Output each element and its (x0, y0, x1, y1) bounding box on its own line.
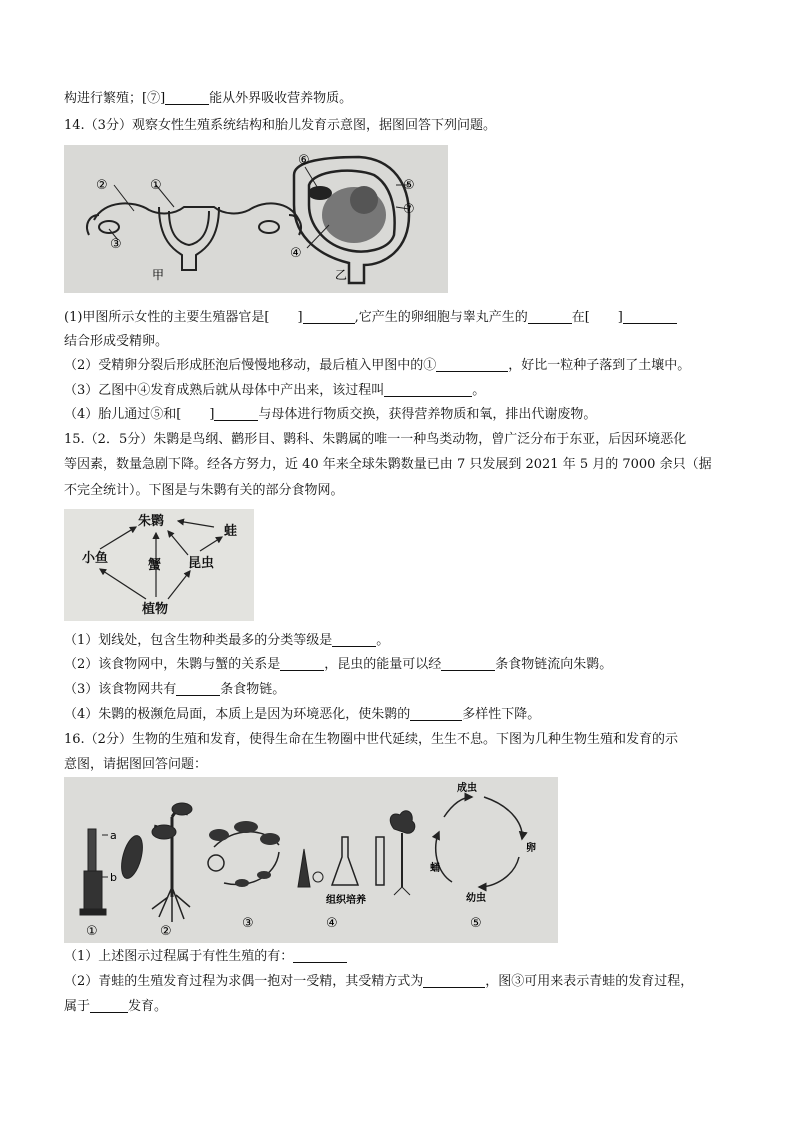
top-line-text-b: 能从外界吸收营养物质。 (209, 91, 353, 106)
q14-p2 (64, 357, 690, 375)
fig16-num-3: ③ (242, 916, 254, 931)
q15-p3-b: 条食物链。 (220, 682, 286, 697)
q15-p3-a: （3）该食物网共有 (64, 682, 177, 697)
q14-p3-b: 。 (472, 383, 486, 398)
q16-p2-cont (64, 998, 167, 1016)
fig16-num-2: ② (160, 924, 172, 939)
fig16-b: b (110, 871, 117, 884)
answer-blank[interactable] (293, 948, 347, 963)
q16-p1-a: （1）上述图示过程属于有性生殖的有： (64, 949, 294, 964)
answer-blank[interactable] (623, 309, 677, 324)
foodweb-xie: 蟹 (148, 558, 162, 573)
foodweb-figure (64, 509, 254, 621)
fig16-num-1: ① (86, 924, 98, 939)
q16-p1 (64, 948, 347, 966)
fig14-num-6: ⑥ (298, 153, 310, 168)
fig14-num-2: ② (96, 178, 108, 193)
foodweb-kunchong: 昆虫 (188, 556, 215, 571)
q15-line3: 不完全统计）。下图是与朱鹮有关的部分食物网。 (64, 483, 344, 498)
q14-p1-a: (1)甲图所示女性的主要生殖器官是[ (64, 310, 270, 325)
q14-p4-c: 与母体进行物质交换，获得营养物质和氧，排出代谢废物。 (258, 407, 597, 422)
answer-blank[interactable] (280, 656, 324, 671)
answer-blank[interactable] (165, 90, 209, 105)
arrow-fish-zhuhuan (100, 527, 136, 549)
arrow-plant-insect (168, 571, 190, 599)
fig16-num-5: ⑤ (470, 916, 482, 931)
foodweb-wa: 蛙 (224, 524, 238, 539)
q16-figure (64, 777, 558, 943)
arrow-frog-zhuhuan (178, 521, 214, 527)
answer-blank[interactable] (384, 382, 472, 397)
q16-p2-a: （2）青蛙的生殖发育过程为求偶一抱对一受精，其受精方式为 (64, 974, 424, 989)
fig14-label-jia: 甲 (152, 268, 165, 282)
q14-figure (64, 145, 448, 293)
q15-p2 (64, 656, 612, 674)
answer-blank[interactable] (176, 681, 220, 696)
q15-p1-b: 。 (376, 633, 390, 648)
q15-p4-b: 多样性下降。 (462, 707, 541, 722)
answer-blank[interactable] (303, 309, 355, 324)
fig14-label-yi: 乙 (335, 268, 348, 282)
fig14-num-4: ④ (290, 246, 302, 261)
q16-line2: 意图，请据图回答问题： (64, 757, 208, 772)
top-line (64, 90, 352, 108)
top-line-text-a: 构进行繁殖；[⑦] (64, 91, 166, 106)
q15-p4 (64, 706, 540, 724)
q14-p3 (64, 382, 485, 400)
foodweb-zhuhuan: 朱鹮 (138, 514, 165, 529)
answer-blank[interactable] (214, 406, 258, 421)
arrow-plant-fish (100, 569, 146, 599)
answer-blank[interactable] (332, 632, 376, 647)
q14-p2-a: （2）受精卵分裂后形成胚泡后慢慢地移动，最后植入甲图中的① (64, 358, 437, 373)
q16-line1: 16.（2分）生物的生殖和发育，使得生命在生物圈中世代延续，生生不息。下图为几种生物生殖和发育的示 (64, 732, 678, 747)
q14-p3-a: （3）乙图中④发育成熟后就从母体中产出来，该过程叫 (64, 383, 385, 398)
q16-p2-b: ，图③可用来表示青蛙的发育过程， (485, 974, 694, 989)
reproduction-diagram (64, 777, 558, 943)
fig14-num-5: ⑤ (403, 178, 415, 193)
foodweb-xiaoyu: 小鱼 (82, 551, 109, 566)
q14-p4-a: （4）胎儿通过⑤和[ (64, 407, 182, 422)
q16-p2-d: 发育。 (128, 999, 168, 1014)
reproductive-diagram (64, 145, 448, 293)
answer-blank[interactable] (410, 706, 462, 721)
q15-p4-a: （4）朱鹮的极濒危局面，本质上是因为环境恶化，使朱鹮的 (64, 707, 411, 722)
answer-blank[interactable] (436, 357, 508, 372)
answer-blank[interactable] (90, 998, 128, 1013)
fig16-chengchong: 成虫 (457, 783, 477, 794)
fig16-you: 幼虫 (466, 893, 486, 904)
q16-p2-c: 属于 (64, 999, 91, 1014)
answer-blank[interactable] (423, 973, 485, 988)
q14-p1-cont: 结合形成受精卵。 (64, 334, 169, 349)
fig16-num-4: ④ (326, 916, 338, 931)
q14-p1-d: 在[ (571, 310, 590, 325)
q15-p3 (64, 681, 285, 699)
q15-p1-a: （1）划线处，包含生物种类最多的分类等级是 (64, 633, 333, 648)
fig16-a: a (110, 829, 117, 842)
q14-p4-b: ] (209, 407, 215, 422)
q14-p1-c: ,它产生的卵细胞与睾丸产生的 (354, 310, 528, 325)
fig16-tissue: 组织培养 (326, 895, 366, 906)
q15-p2-c: 条食物链流向朱鹮。 (495, 657, 613, 672)
foodweb-diagram (64, 509, 254, 621)
q14-p4 (64, 406, 596, 424)
arrow-insect-zhuhuan (168, 531, 188, 555)
q15-line2: 等因素，数量急剧下降。经各方努力，近 40 年来全球朱鹮数量已由 7 只发展到 2021 年 5 月的 7000 余只（据 (64, 457, 712, 472)
q14-p1-e: ] (617, 310, 623, 325)
q15-line1: 15.（2．5分）朱鹮是鸟纲、鹳形目、鹮科、朱鹮属的唯一一种鸟类动物，曾广泛分布于东亚，后因环境恶化 (64, 432, 687, 447)
fig14-num-7: ⑦ (403, 202, 415, 217)
q15-p1 (64, 632, 389, 650)
fig14-num-3: ③ (110, 237, 122, 252)
q16-p2 (64, 973, 693, 991)
fig14-num-1: ① (150, 178, 162, 193)
fig16-luan: 卵 (526, 843, 536, 854)
fig16-yong: 蛹 (430, 863, 440, 874)
arrow-insect-frog (200, 537, 222, 551)
q14-header: 14.（3分）观察女性生殖系统结构和胎儿发育示意图，据图回答下列问题。 (64, 118, 496, 133)
answer-blank[interactable] (441, 656, 495, 671)
q14-p1 (64, 309, 677, 327)
q15-p2-b: ，昆虫的能量可以经 (324, 657, 442, 672)
q15-p2-a: （2）该食物网中，朱鹮与蟹的关系是 (64, 657, 281, 672)
q14-p2-b: ，好比一粒种子落到了土壤中。 (508, 358, 691, 373)
q14-p1-b: ] (297, 310, 303, 325)
answer-blank[interactable] (528, 309, 572, 324)
foodweb-zhiwu: 植物 (142, 602, 169, 617)
